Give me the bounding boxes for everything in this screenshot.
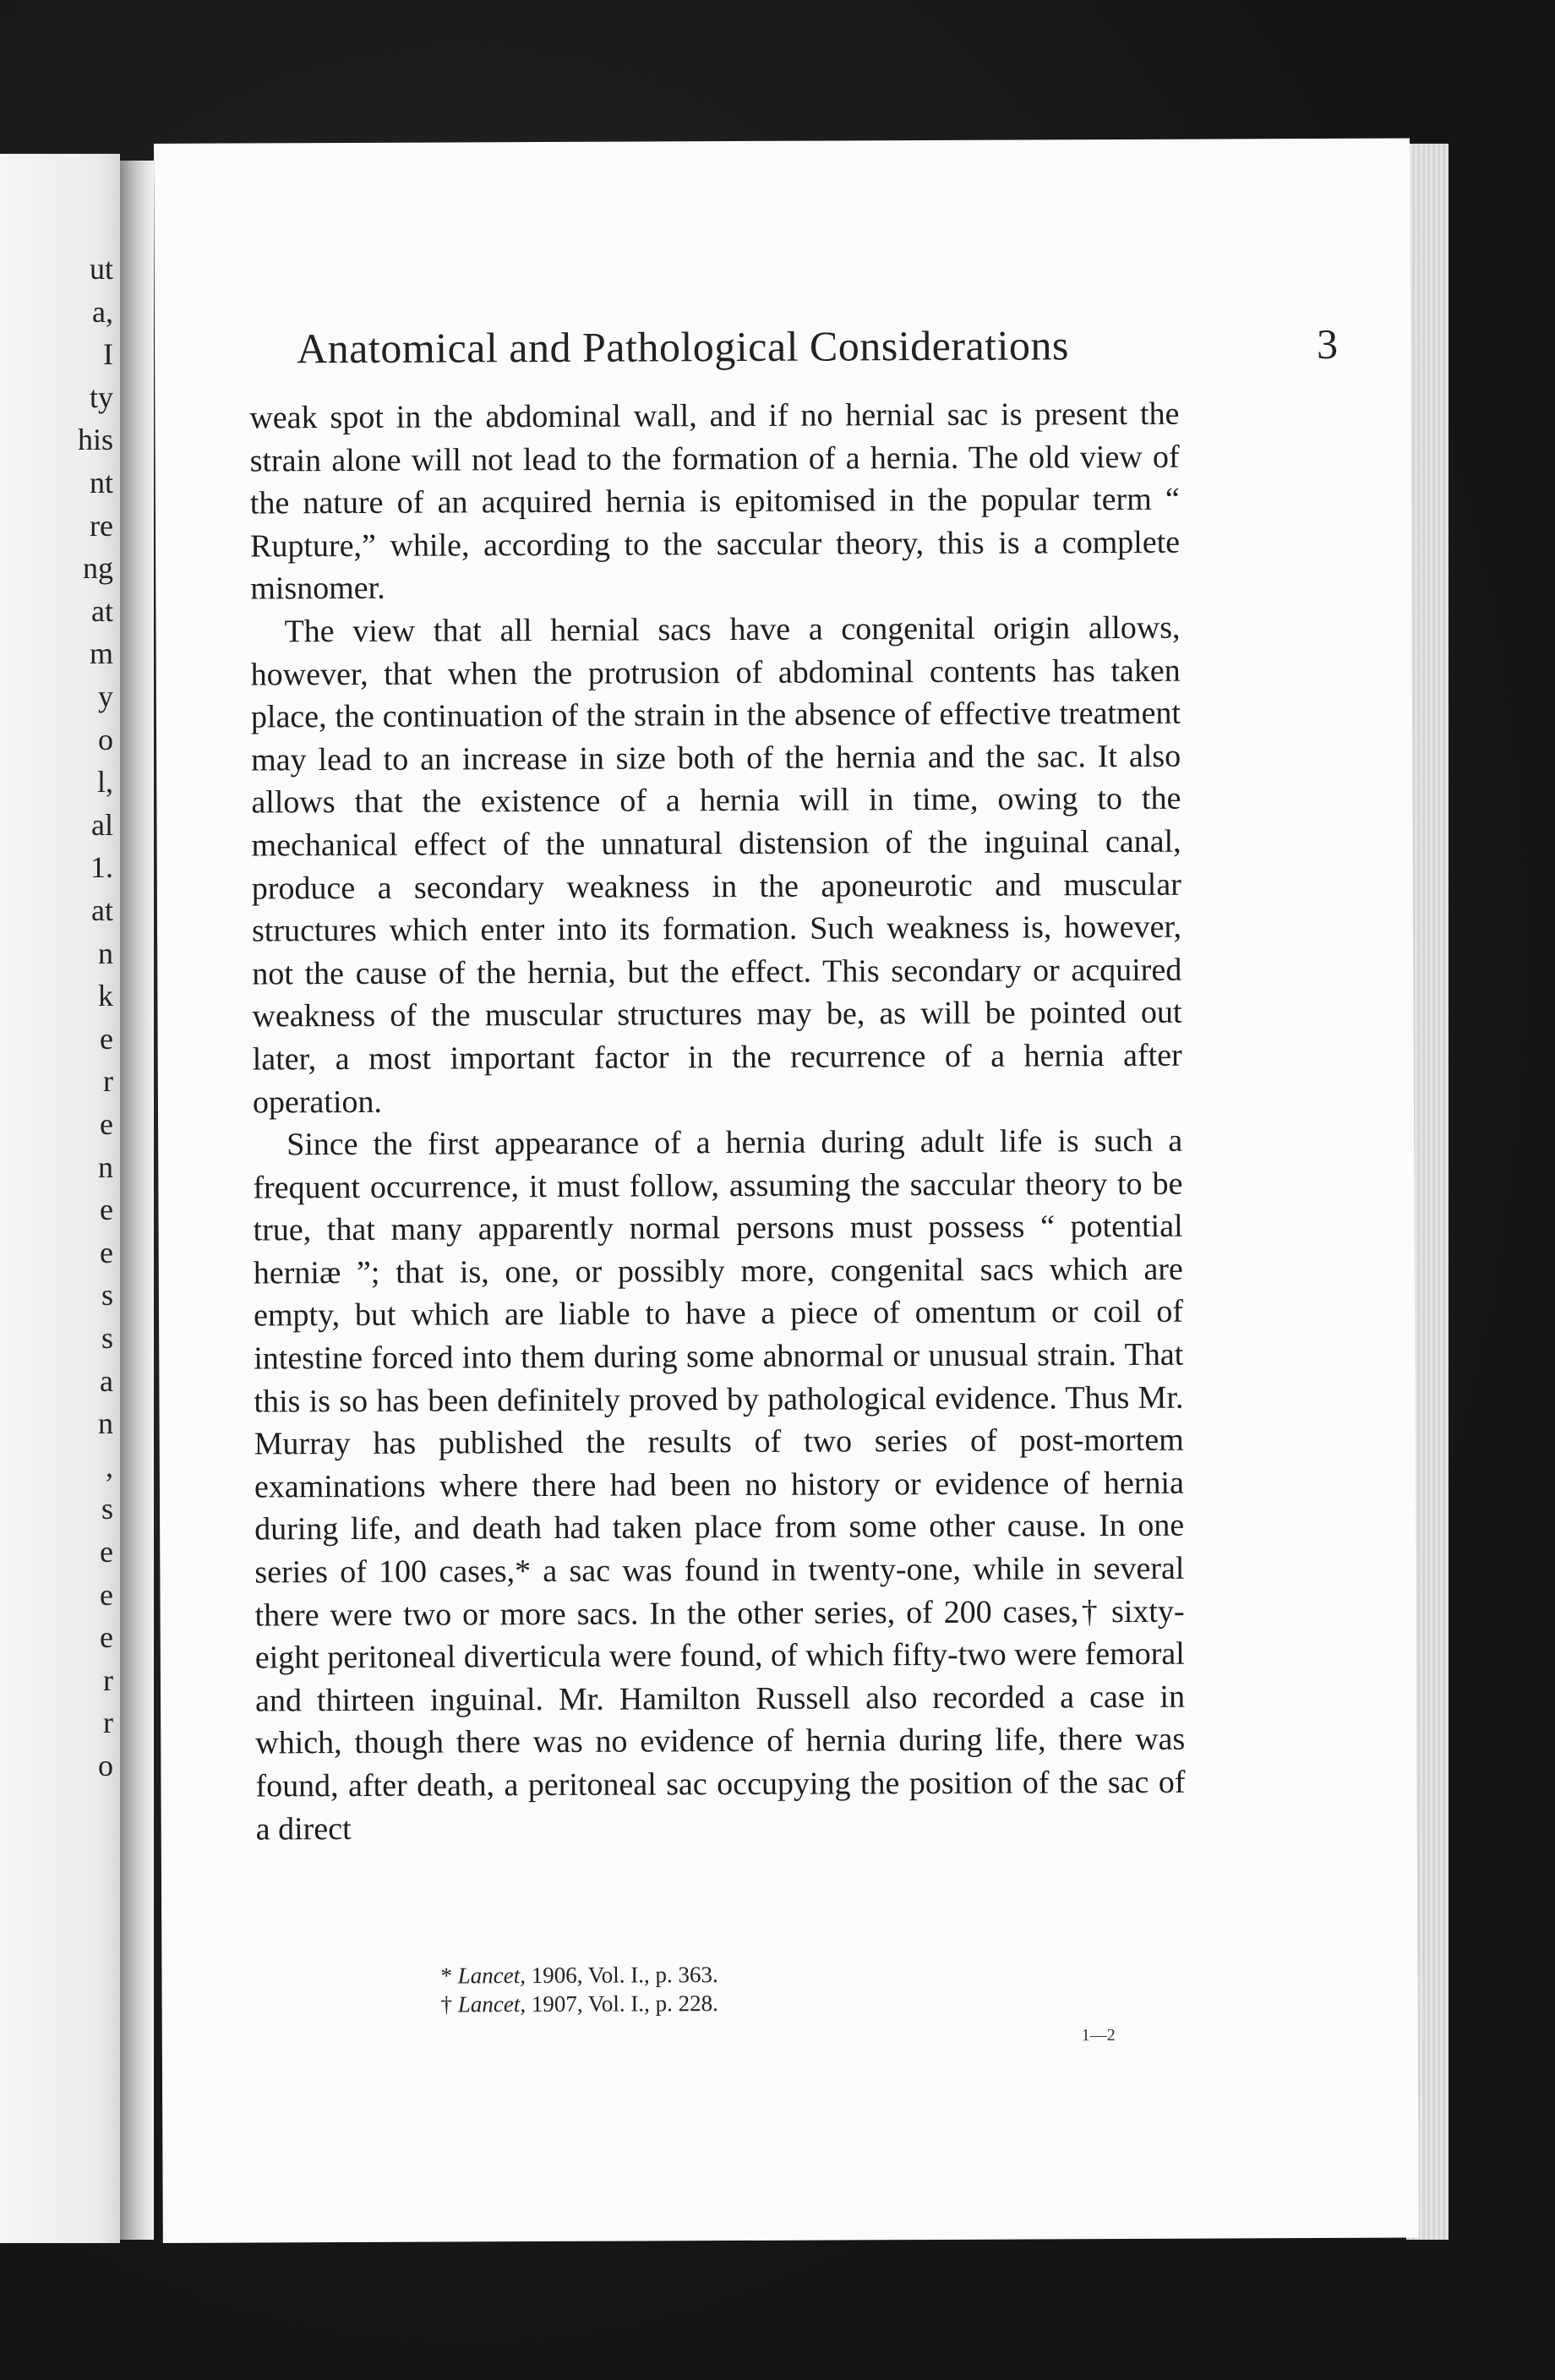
footnote-citation: 1906, Vol. I., p. 363. [525, 1962, 718, 1989]
left-page-fragment: n [98, 936, 113, 970]
footnote [440, 1960, 717, 1990]
left-page-fragment: s [101, 1278, 113, 1313]
left-page-fragment: e [100, 1235, 113, 1269]
paragraph: The view that all hernial sacs have a congenital origin allows, however, that when the protrusion of abdominal contents has taken place, the continuation of the strain in the absence of effective treatment may lead to an increase in size both of the hernia and the sac. It also allows that the existence of a hernia will in time, owing to the mechanical effect of the unnatural distension of the inguinal canal, produce a secondary weakness in the aponeurotic and muscular structures which enter into its formation. Such weakness is, however, not the cause of the hernia, but the effect. This secondary or acquired weakness of the muscular structures may be, as will be pointed out later, a most important factor in the recurrence of a hernia after operation. [250, 609, 1182, 1121]
left-page-fragment: a [100, 1363, 113, 1398]
left-page-fragment: n [98, 1406, 113, 1441]
paragraph: Since the first appearance of a hernia during adult life is such a frequent occurrence, it must follow, assuming the saccular theory to be true, that many apparently normal persons must possess “ potential herniæ ”; that is, one, or possibly more, congenital sacs which are empty, but which are liable to have a piece of omentum or coil of intestine forced into them during some abnormal or unusual strain. That this is so has been definitely proved by pathological evidence. Thus Mr. Murray has published the results of two series of post-mortem examinations where there had been no history or evidence of hernia during life, and death had taken place from some other cause. In one series of 100 cases,* a sac was found in twenty-one, while in several there were two or more sacs. In the other series, of 200 cases,† sixty-eight peritoneal diverticula were found, of which fifty-two were femoral and thirteen inguinal. Mr. Hamilton Russell also recorded a case in which, though there was no evidence of hernia during life, there was found, after death, a peritoneal sac occupying the position of the sac of a direct [253, 1122, 1186, 1848]
footnotes [440, 1960, 718, 2018]
left-page-fragment: e [100, 1193, 113, 1227]
left-page-fragment: n [98, 1149, 113, 1184]
left-page-fragment: I [103, 337, 113, 372]
left-page-fragment: a, [92, 294, 113, 329]
running-head [297, 319, 1338, 376]
left-page-fragment: o [98, 722, 113, 756]
book-page [154, 139, 1419, 2243]
left-page-fragment: e [100, 1107, 113, 1141]
left-page-fragment: at [91, 593, 113, 628]
left-page-fragment: y [98, 680, 113, 713]
body-text [249, 393, 1185, 1851]
left-page-fragment: e [100, 1535, 113, 1569]
left-page-fragment: e [100, 1577, 113, 1612]
left-page-fragment: nt [89, 466, 113, 499]
footnote-mark: * [440, 1962, 453, 1989]
left-page-fragment: his [77, 423, 113, 457]
left-page-fragment: , [106, 1449, 113, 1483]
left-page-fragment: ty [89, 379, 113, 414]
left-page-fragment: s [101, 1321, 113, 1355]
left-page-fragment: 1. [90, 850, 113, 885]
left-page-fragment: m [89, 636, 113, 671]
left-page-fragment: ng [83, 551, 113, 586]
footnote-source: Lancet, [457, 1991, 527, 2017]
left-page-fragment: s [101, 1492, 113, 1526]
left-page-fragment: ut [89, 252, 113, 286]
footnote [441, 1989, 718, 2018]
running-head-title: Anatomical and Pathological Considerations [296, 321, 1070, 373]
footnote-mark: † [440, 1991, 453, 2017]
left-page-fragment: l, [96, 765, 113, 800]
left-page-fragment: e [100, 1021, 113, 1056]
left-page-fragment: at [91, 893, 113, 927]
left-page-fragment: al [91, 807, 113, 842]
left-page-fragment: r [103, 1064, 113, 1099]
left-page-fragment: e [100, 1620, 113, 1655]
left-page-fragment: r [103, 1662, 113, 1697]
footnote-citation: 1907, Vol. I., p. 228. [526, 1990, 718, 2017]
left-page-fragment: re [90, 508, 113, 543]
page-number: 3 [1316, 319, 1339, 368]
paragraph: weak spot in the abdominal wall, and if no hernial sac is present the strain alone will not lead to the formation of a hernia. The old view of the nature of an acquired hernia is epitomised in the popular term “ Rupture,” while, according to the saccular theory, this is a complete misnomer. [249, 396, 1181, 607]
left-page-fragment: o [98, 1749, 113, 1782]
left-page-fragment: k [98, 979, 113, 1013]
left-facing-page [0, 154, 120, 2243]
footnote-source: Lancet, [457, 1962, 527, 1989]
left-page-fragment: r [103, 1706, 113, 1740]
book-gutter [120, 161, 154, 2240]
signature-mark: 1—2 [1081, 2026, 1116, 2045]
